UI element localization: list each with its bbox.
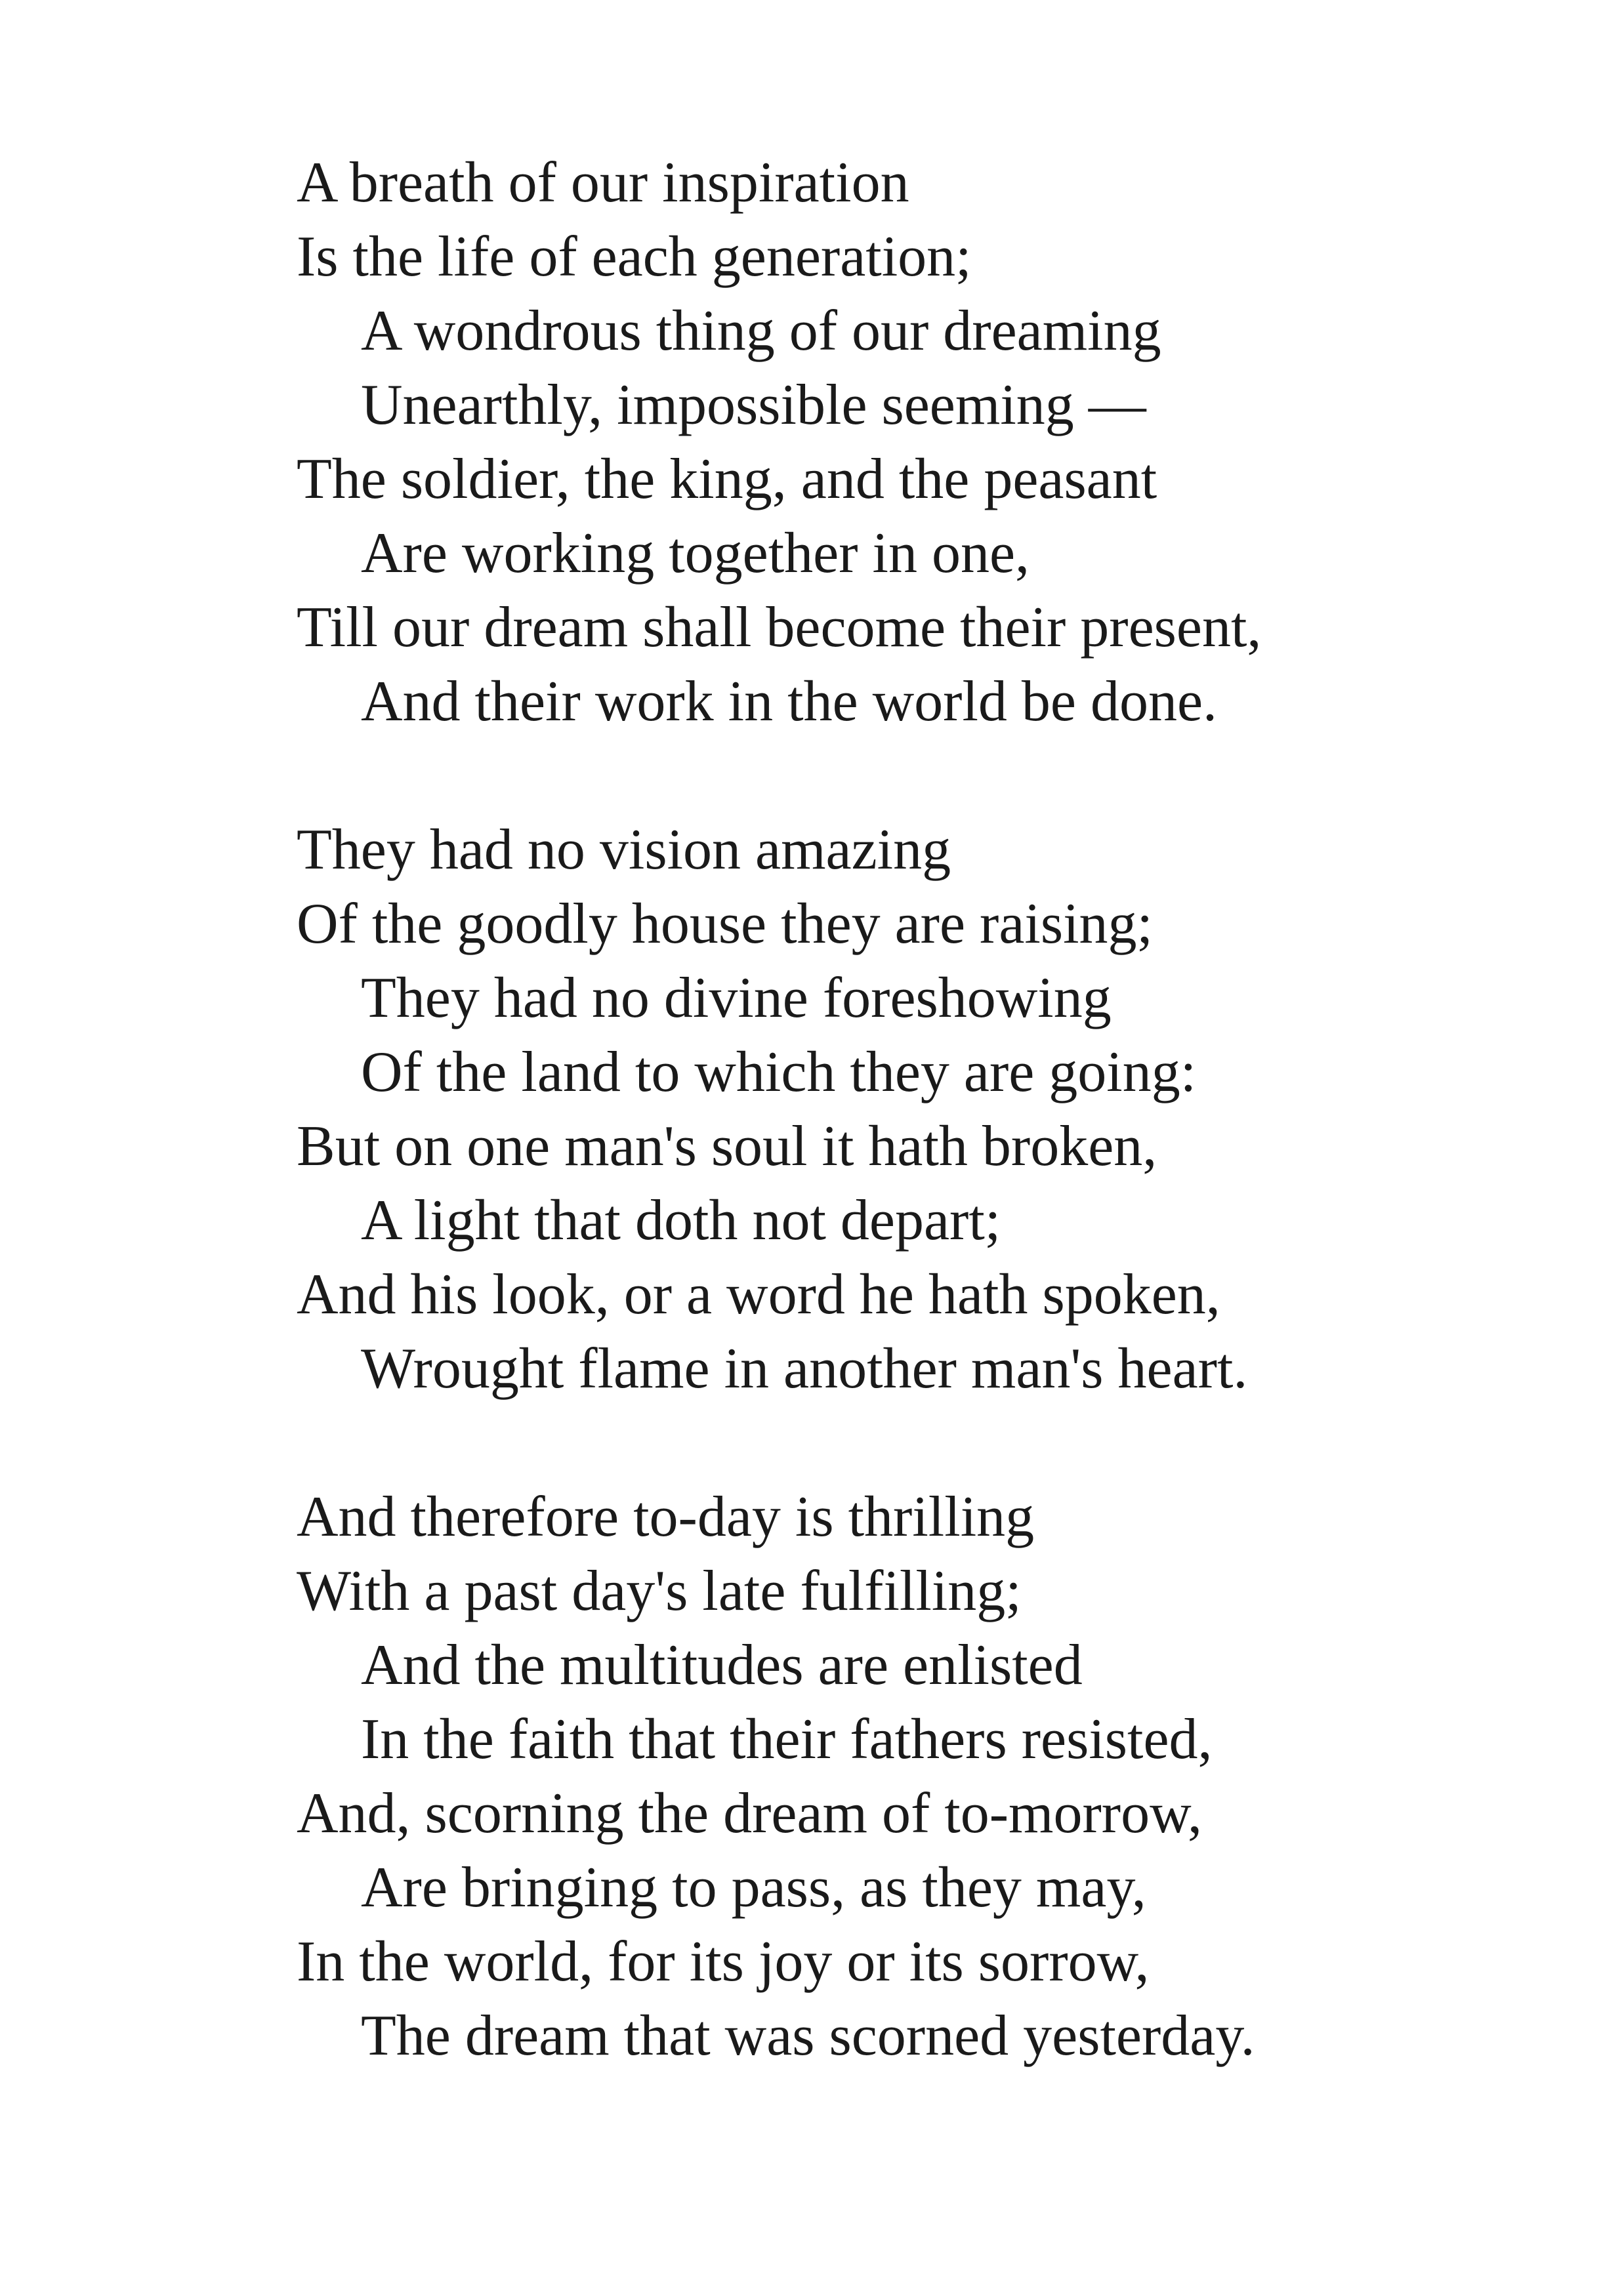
stanza-2 [297, 813, 1543, 1406]
poem-line: Wrought flame in another man's heart. [361, 1337, 1248, 1401]
stanza-3 [297, 1480, 1543, 2073]
poem-line: They had no vision amazing [297, 818, 951, 882]
poem-line: Of the goodly house they are raising; [297, 892, 1154, 956]
poem-line: The soldier, the king, and the peasant [297, 447, 1157, 511]
poem-line: Unearthly, impossible seeming — [361, 373, 1146, 437]
poem-line: And, scorning the dream of to-morrow, [297, 1782, 1202, 1845]
poem-line: In the faith that their fathers resisted, [361, 1708, 1213, 1771]
poem-line: A light that doth not depart; [361, 1189, 1001, 1252]
poem-line: Of the land to which they are going: [361, 1040, 1197, 1104]
poem-line: And their work in the world be done. [361, 670, 1218, 733]
poem-line: The dream that was scorned yesterday. [361, 2004, 1255, 2068]
poem-line: A breath of our inspiration [297, 151, 909, 215]
poem-line: With a past day's late fulfilling; [297, 1559, 1022, 1623]
stanza-1 [297, 146, 1543, 739]
poem-line: Till our dream shall become their present, [297, 596, 1262, 659]
poem-line: And the multitudes are enlisted [361, 1633, 1083, 1697]
poem-line: Is the life of each generation; [297, 225, 972, 289]
poem [297, 146, 1543, 2073]
poem-line: And therefore to-day is thrilling [297, 1485, 1035, 1549]
poem-line: In the world, for its joy or its sorrow, [297, 1930, 1150, 1994]
poem-line: They had no divine foreshowing [361, 966, 1112, 1030]
poem-line: Are bringing to pass, as they may, [361, 1856, 1146, 1919]
poem-line: And his look, or a word he hath spoken, [297, 1263, 1220, 1326]
poem-line: A wondrous thing of our dreaming [361, 299, 1161, 363]
poem-line: But on one man's soul it hath broken, [297, 1115, 1157, 1178]
poem-line: Are working together in one, [361, 522, 1030, 585]
